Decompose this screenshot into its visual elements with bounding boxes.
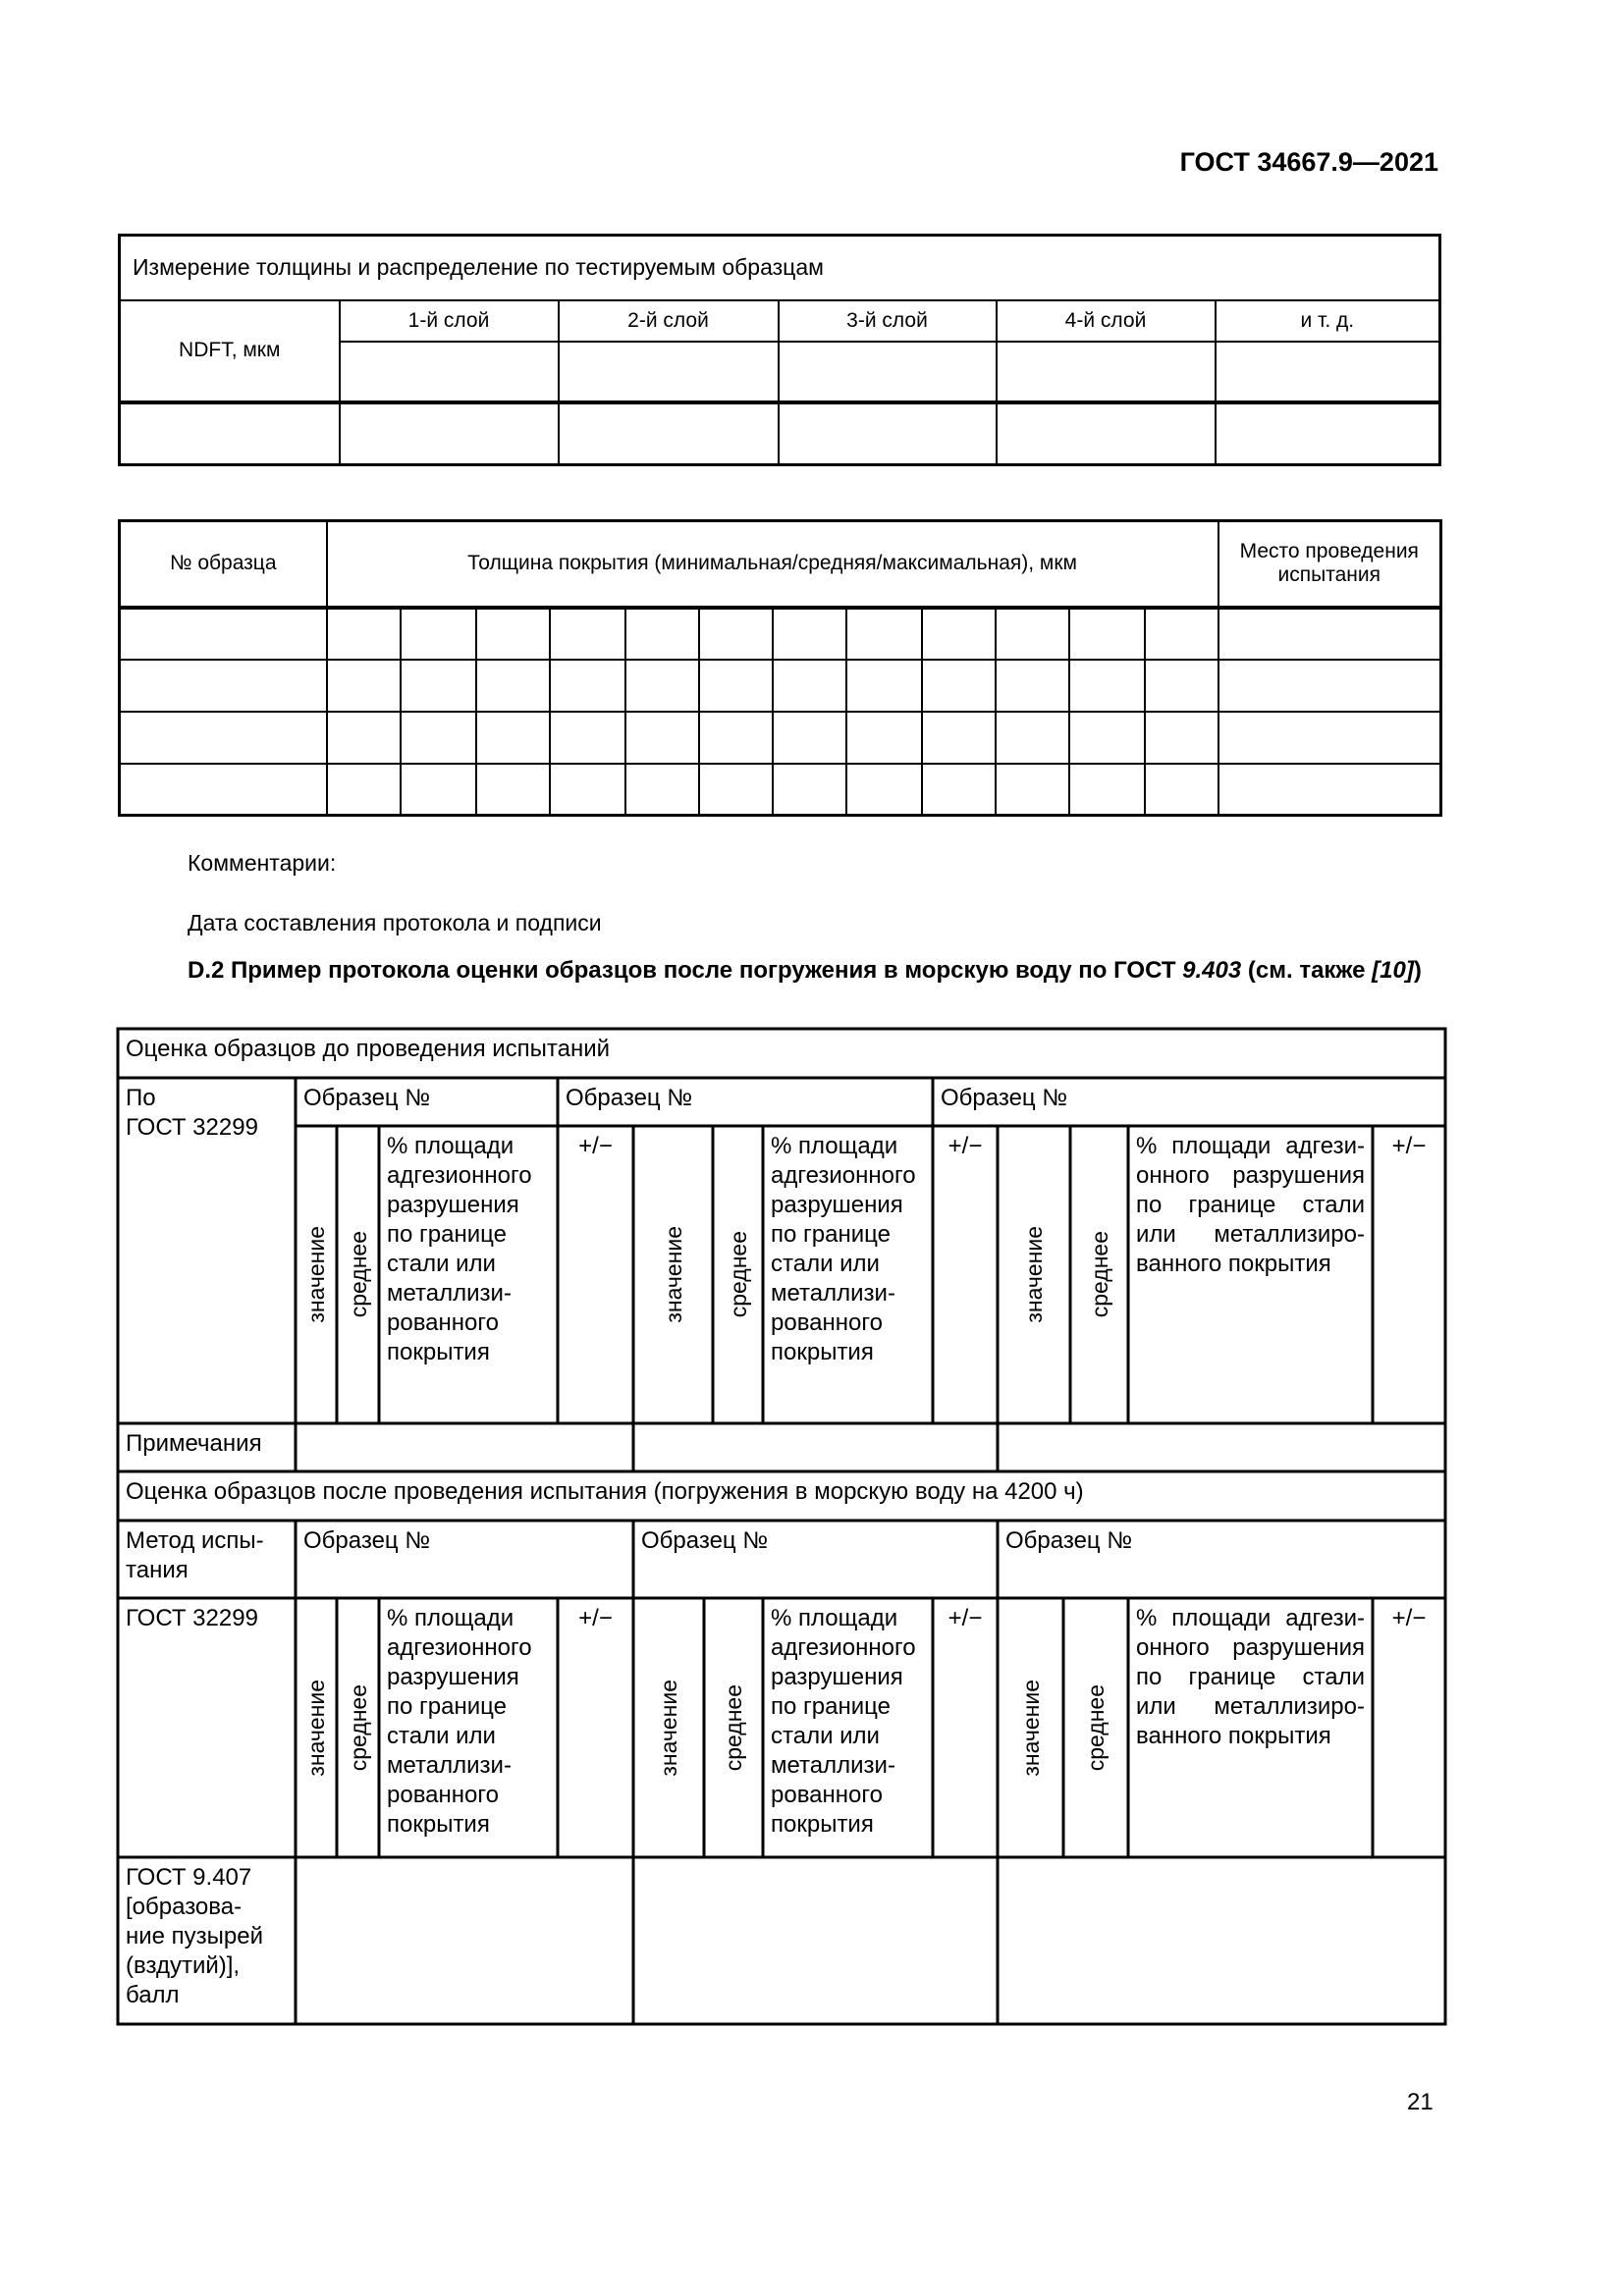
empty-cell <box>327 764 401 816</box>
table-row <box>120 764 1441 816</box>
empty-cell <box>1218 764 1441 816</box>
thickness-measurement-table <box>118 234 1441 466</box>
empty-cell <box>401 764 476 816</box>
empty-cell <box>1216 342 1440 402</box>
plus-minus-header: +/− <box>1373 1598 1445 1857</box>
before-test-title: Оценка образцов до проведения испытаний <box>118 1029 1445 1078</box>
layer-header: 2-й слой <box>559 300 779 342</box>
value-column-header: значение <box>633 1126 713 1423</box>
mean-column-header: среднее <box>713 1126 763 1423</box>
after-method-cell: ГОСТ 32299 <box>118 1598 296 1857</box>
comments-label: Комментарии: <box>188 850 337 876</box>
empty-cell <box>327 608 401 660</box>
plus-minus-header: +/− <box>558 1126 633 1423</box>
empty-cell <box>401 608 476 660</box>
plus-minus-header: +/− <box>933 1598 998 1857</box>
blister-method-cell: ГОСТ 9.407 [образова- ние пузырей (вздутий)], балл <box>118 1857 296 2024</box>
sample-header: Образец № <box>296 1521 633 1598</box>
empty-cell <box>340 342 559 402</box>
section-heading-d2 <box>188 955 1435 986</box>
empty-cell <box>625 608 699 660</box>
sample-header: Образец № <box>933 1078 1445 1126</box>
citation-reference: [10] <box>1372 957 1414 984</box>
date-signature-label: Дата составления протокола и подписи <box>188 910 602 935</box>
empty-cell <box>327 660 401 712</box>
empty-cell <box>997 342 1216 402</box>
value-column-header: значение <box>296 1126 337 1423</box>
value-column-header: значение <box>296 1598 337 1857</box>
empty-cell <box>1218 608 1441 660</box>
adhesion-failure-header: % площади адгези-онного разрушения по границе стали или металлизиро-ванного покрытия <box>1128 1598 1373 1857</box>
plus-minus-header: +/− <box>933 1126 998 1423</box>
test-method-label: Метод испы- тания <box>118 1521 296 1598</box>
table1-title: Измерение толщины и распределение по тестируемым образцам <box>120 236 1440 300</box>
empty-cell <box>625 660 699 712</box>
adhesion-failure-header: % площади адгезионного разрушения по границе стали или металлизи- рованного покрытия <box>379 1126 558 1423</box>
empty-cell <box>699 660 773 712</box>
empty-cell <box>779 402 997 465</box>
mean-column-header: среднее <box>1070 1126 1128 1423</box>
blister-score-cell <box>296 1857 633 2024</box>
before-method-cell: По ГОСТ 32299 <box>118 1078 296 1423</box>
empty-cell <box>401 660 476 712</box>
adhesion-failure-header: % площади адгези-онного разрушения по границе стали или металлизиро-ванного покрытия <box>1128 1126 1373 1423</box>
mean-column-header: среднее <box>704 1598 763 1857</box>
document-code-header: ГОСТ 34667.9—2021 <box>1179 147 1438 177</box>
empty-cell <box>120 660 327 712</box>
notes-label: Примечания <box>118 1423 296 1471</box>
empty-cell <box>559 402 779 465</box>
empty-cell <box>476 660 550 712</box>
empty-cell <box>559 342 779 402</box>
mean-column-header: среднее <box>1063 1598 1128 1857</box>
empty-cell <box>922 712 996 764</box>
empty-cell <box>1145 712 1218 764</box>
empty-cell <box>773 764 846 816</box>
layer-header: 4-й слой <box>997 300 1216 342</box>
empty-cell <box>1145 608 1218 660</box>
empty-cell <box>625 764 699 816</box>
value-column-header: значение <box>998 1598 1063 1857</box>
empty-cell <box>699 712 773 764</box>
plus-minus-header: +/− <box>1373 1126 1445 1423</box>
ndft-label: NDFT, мкм <box>120 300 340 402</box>
empty-cell <box>779 342 997 402</box>
empty-cell <box>846 764 922 816</box>
thickness-header: Толщина покрытия (минимальная/средняя/максимальная), мкм <box>327 521 1218 608</box>
empty-cell <box>699 608 773 660</box>
sample-header: Образец № <box>558 1078 933 1126</box>
empty-cell <box>1216 402 1440 465</box>
standard-reference: 9.403 <box>1182 957 1242 984</box>
table-row <box>120 712 1441 764</box>
empty-cell <box>846 660 922 712</box>
blister-score-cell <box>998 1857 1445 2024</box>
empty-cell <box>922 764 996 816</box>
empty-cell <box>550 608 625 660</box>
mean-column-header: среднее <box>337 1598 379 1857</box>
empty-cell <box>476 712 550 764</box>
layer-header: и т. д. <box>1216 300 1440 342</box>
adhesion-failure-header: % площади адгезионного разрушения по границе стали или металлизи- рованного покрытия <box>763 1126 933 1423</box>
mean-column-header: среднее <box>337 1126 379 1423</box>
sample-header: Образец № <box>633 1521 998 1598</box>
empty-cell <box>996 608 1069 660</box>
empty-cell <box>773 712 846 764</box>
empty-cell <box>625 712 699 764</box>
empty-cell <box>773 660 846 712</box>
empty-cell <box>1218 712 1441 764</box>
empty-cell <box>550 712 625 764</box>
empty-cell <box>699 764 773 816</box>
sample-header: Образец № <box>998 1521 1445 1598</box>
value-column-header: значение <box>633 1598 704 1857</box>
notes-cell <box>998 1423 1445 1471</box>
empty-cell <box>773 608 846 660</box>
value-column-header: значение <box>998 1126 1070 1423</box>
table-row <box>120 608 1441 660</box>
empty-cell <box>922 660 996 712</box>
empty-cell <box>340 402 559 465</box>
empty-cell <box>1145 764 1218 816</box>
empty-cell <box>1069 712 1145 764</box>
sample-header: Образец № <box>296 1078 558 1126</box>
layer-header: 3-й слой <box>779 300 997 342</box>
empty-cell <box>1145 660 1218 712</box>
empty-cell <box>1218 660 1441 712</box>
adhesion-failure-header: % площади адгезионного разрушения по границе стали или металлизи- рованного покрытия <box>763 1598 933 1857</box>
empty-cell <box>120 608 327 660</box>
empty-cell <box>1069 608 1145 660</box>
sample-number-header: № образца <box>120 521 327 608</box>
empty-cell <box>846 608 922 660</box>
empty-cell <box>550 660 625 712</box>
empty-cell <box>120 712 327 764</box>
page-number: 21 <box>1407 2089 1434 2115</box>
empty-cell <box>401 712 476 764</box>
heading-text: (см. также <box>1241 957 1373 984</box>
empty-cell <box>476 764 550 816</box>
empty-cell <box>1069 660 1145 712</box>
notes-cell <box>633 1423 998 1471</box>
empty-cell <box>327 712 401 764</box>
empty-cell <box>996 660 1069 712</box>
empty-cell <box>996 712 1069 764</box>
empty-cell <box>922 608 996 660</box>
empty-cell <box>550 764 625 816</box>
empty-cell <box>476 608 550 660</box>
empty-cell <box>120 764 327 816</box>
empty-cell <box>846 712 922 764</box>
blister-score-cell <box>633 1857 998 2024</box>
after-test-title: Оценка образцов после проведения испытания (погружения в морскую воду на 4200 ч) <box>118 1471 1445 1521</box>
empty-cell <box>120 402 340 465</box>
heading-text: D.2 Пример протокола оценки образцов после погружения в морскую воду по ГОСТ <box>188 957 1183 984</box>
heading-text: ) <box>1413 957 1422 984</box>
notes-cell <box>296 1423 633 1471</box>
table-row <box>120 660 1441 712</box>
coating-thickness-table <box>118 519 1442 817</box>
test-place-header: Место проведения испытания <box>1218 521 1441 608</box>
adhesion-failure-header: % площади адгезионного разрушения по границе стали или металлизи- рованного покрытия <box>379 1598 558 1857</box>
empty-cell <box>1069 764 1145 816</box>
empty-cell <box>996 764 1069 816</box>
empty-cell <box>997 402 1216 465</box>
plus-minus-header: +/− <box>558 1598 633 1857</box>
layer-header: 1-й слой <box>340 300 559 342</box>
